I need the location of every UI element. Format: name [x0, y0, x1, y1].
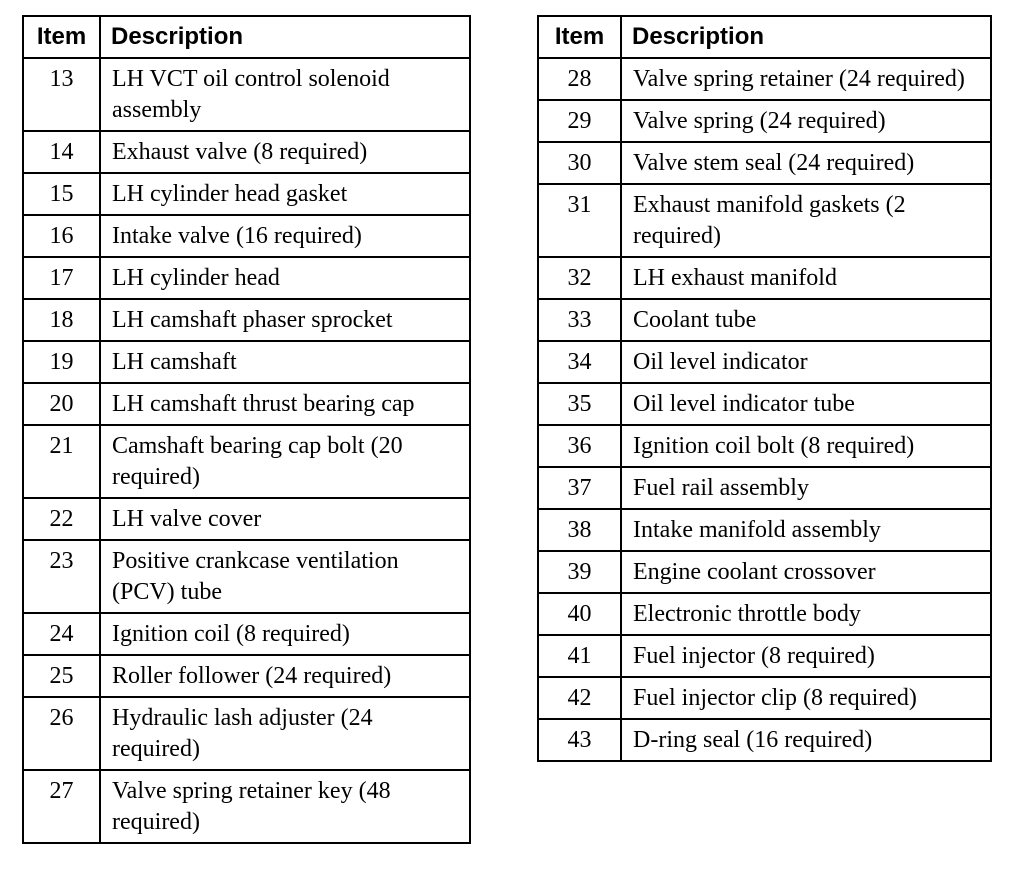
item-description: Engine coolant crossover	[621, 551, 991, 593]
item-number: 37	[538, 467, 621, 509]
parts-table-left	[22, 15, 471, 844]
table-row	[23, 58, 470, 131]
table-row	[23, 697, 470, 770]
item-description: Fuel injector clip (8 required)	[621, 677, 991, 719]
table-row	[538, 341, 991, 383]
table-row	[23, 425, 470, 498]
item-description: Electronic throttle body	[621, 593, 991, 635]
table-row	[538, 257, 991, 299]
table-row	[23, 540, 470, 613]
item-description: Coolant tube	[621, 299, 991, 341]
header-row	[23, 16, 470, 58]
column-header-item: Item	[23, 16, 100, 58]
table-row	[538, 551, 991, 593]
item-number: 36	[538, 425, 621, 467]
item-number: 43	[538, 719, 621, 761]
item-number: 23	[23, 540, 100, 613]
item-description: Oil level indicator tube	[621, 383, 991, 425]
item-description: Valve spring retainer (24 required)	[621, 58, 991, 100]
table-row	[23, 655, 470, 697]
item-description: LH exhaust manifold	[621, 257, 991, 299]
table-row	[538, 593, 991, 635]
item-number: 31	[538, 184, 621, 257]
table-row	[23, 215, 470, 257]
table-row	[538, 58, 991, 100]
table-row	[538, 467, 991, 509]
table-row	[538, 383, 991, 425]
item-number: 26	[23, 697, 100, 770]
item-description: Camshaft bearing cap bolt (20 required)	[100, 425, 470, 498]
item-number: 41	[538, 635, 621, 677]
item-number: 30	[538, 142, 621, 184]
table-row	[538, 677, 991, 719]
item-description: LH camshaft thrust bearing cap	[100, 383, 470, 425]
column-header-description: Description	[621, 16, 991, 58]
item-number: 24	[23, 613, 100, 655]
table-row	[23, 173, 470, 215]
item-number: 17	[23, 257, 100, 299]
item-description: Fuel injector (8 required)	[621, 635, 991, 677]
item-description: Valve stem seal (24 required)	[621, 142, 991, 184]
item-description: LH cylinder head	[100, 257, 470, 299]
item-number: 25	[23, 655, 100, 697]
item-description: LH camshaft	[100, 341, 470, 383]
item-number: 16	[23, 215, 100, 257]
item-description: Exhaust manifold gaskets (2 required)	[621, 184, 991, 257]
item-number: 35	[538, 383, 621, 425]
item-description: Oil level indicator	[621, 341, 991, 383]
item-number: 13	[23, 58, 100, 131]
item-number: 15	[23, 173, 100, 215]
item-description: Valve spring (24 required)	[621, 100, 991, 142]
item-number: 33	[538, 299, 621, 341]
item-description: Ignition coil bolt (8 required)	[621, 425, 991, 467]
table-row	[538, 100, 991, 142]
item-number: 38	[538, 509, 621, 551]
item-description: Hydraulic lash adjuster (24 required)	[100, 697, 470, 770]
item-description: Intake valve (16 required)	[100, 215, 470, 257]
item-description: Intake manifold assembly	[621, 509, 991, 551]
table-row	[538, 509, 991, 551]
item-number: 27	[23, 770, 100, 843]
table-row	[538, 635, 991, 677]
table-row	[23, 341, 470, 383]
item-number: 19	[23, 341, 100, 383]
item-number: 34	[538, 341, 621, 383]
column-header-item: Item	[538, 16, 621, 58]
item-description: LH cylinder head gasket	[100, 173, 470, 215]
table-row	[538, 425, 991, 467]
header-row	[538, 16, 991, 58]
item-number: 40	[538, 593, 621, 635]
item-description: D-ring seal (16 required)	[621, 719, 991, 761]
item-description: Ignition coil (8 required)	[100, 613, 470, 655]
item-description: Valve spring retainer key (48 required)	[100, 770, 470, 843]
item-number: 29	[538, 100, 621, 142]
table-row	[23, 770, 470, 843]
item-description: Fuel rail assembly	[621, 467, 991, 509]
item-number: 22	[23, 498, 100, 540]
table-row	[23, 383, 470, 425]
table-row	[538, 719, 991, 761]
item-number: 32	[538, 257, 621, 299]
item-description: Positive crankcase ventilation (PCV) tube	[100, 540, 470, 613]
item-description: LH camshaft phaser sprocket	[100, 299, 470, 341]
item-number: 28	[538, 58, 621, 100]
table-row	[23, 613, 470, 655]
table-row	[23, 299, 470, 341]
item-number: 39	[538, 551, 621, 593]
parts-table-right	[537, 15, 992, 762]
column-header-description: Description	[100, 16, 470, 58]
table-row	[23, 131, 470, 173]
item-number: 21	[23, 425, 100, 498]
table-row	[23, 257, 470, 299]
table-row	[538, 142, 991, 184]
item-number: 14	[23, 131, 100, 173]
table-row	[538, 184, 991, 257]
item-number: 20	[23, 383, 100, 425]
item-number: 42	[538, 677, 621, 719]
item-description: Exhaust valve (8 required)	[100, 131, 470, 173]
item-description: Roller follower (24 required)	[100, 655, 470, 697]
item-number: 18	[23, 299, 100, 341]
item-description: LH VCT oil control solenoid assembly	[100, 58, 470, 131]
table-row	[23, 498, 470, 540]
table-row	[538, 299, 991, 341]
item-description: LH valve cover	[100, 498, 470, 540]
